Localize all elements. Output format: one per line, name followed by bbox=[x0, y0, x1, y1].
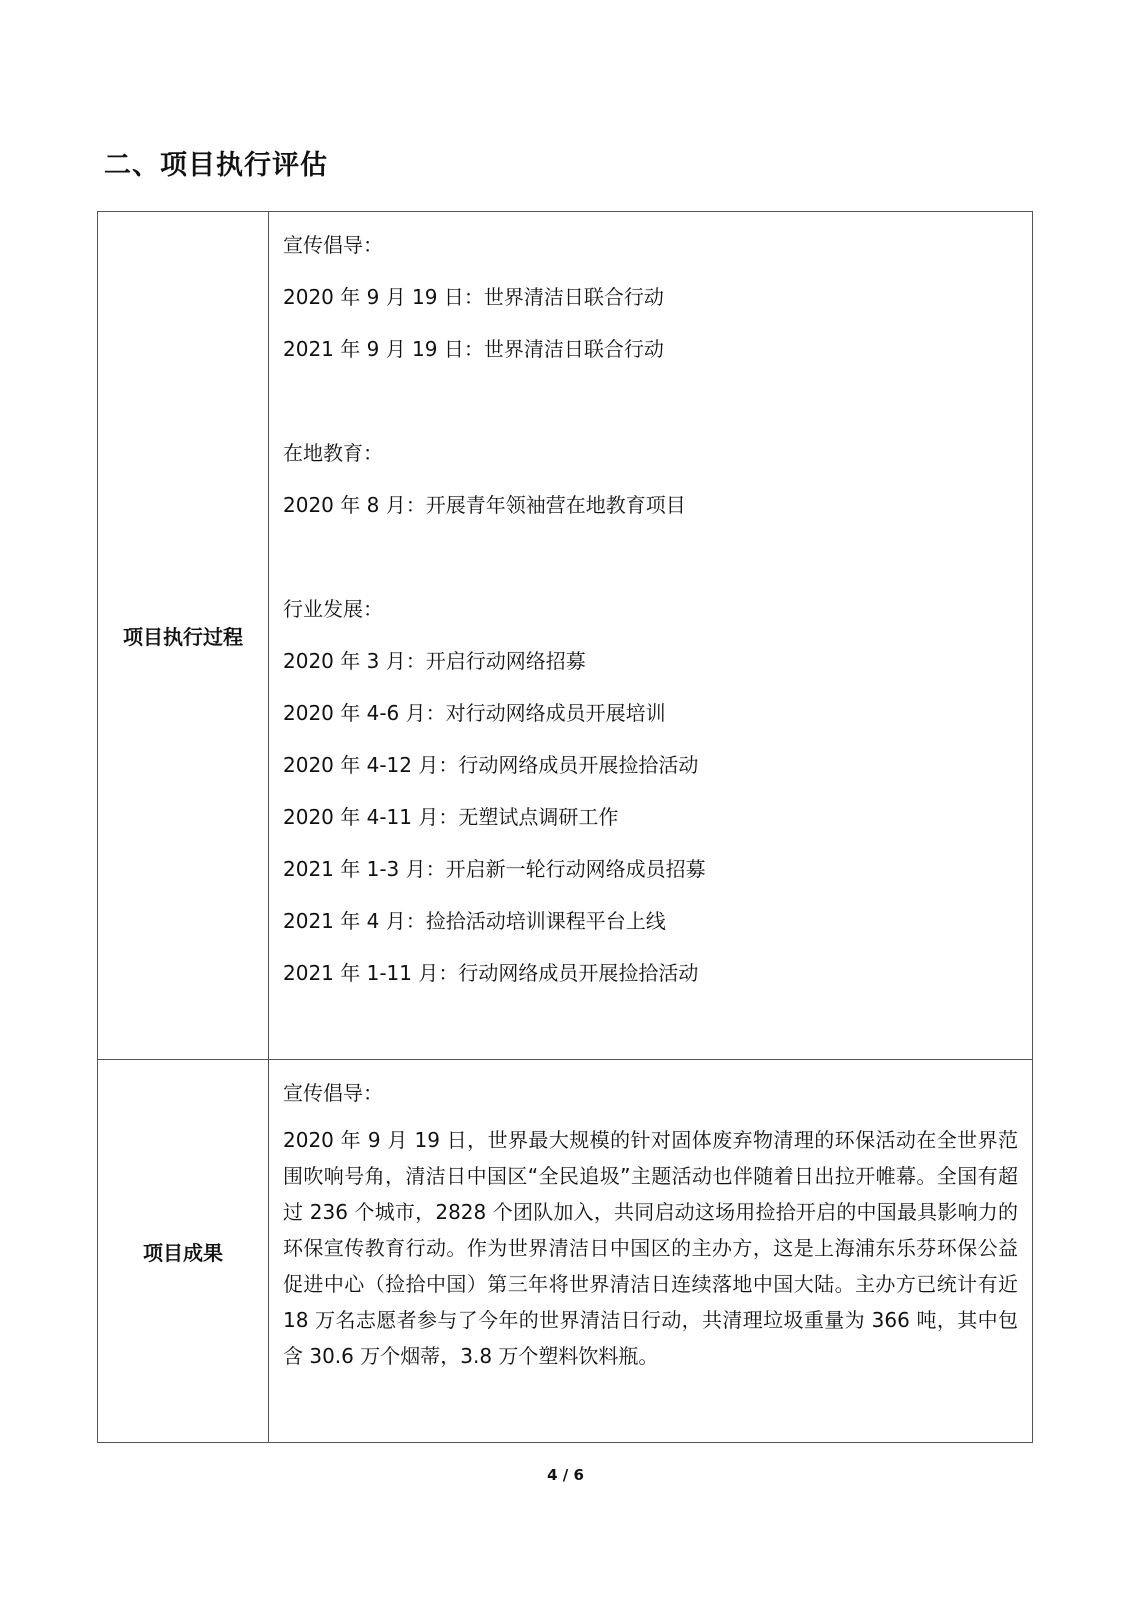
list-item: 2021 年 4 月：捡拾活动培训课程平台上线 bbox=[283, 909, 666, 933]
evaluation-table bbox=[97, 211, 1033, 1443]
list-item: 2020 年 9 月 19 日：世界清洁日联合行动 bbox=[283, 285, 664, 309]
list-item: 2021 年 1-3 月：开启新一轮行动网络成员招募 bbox=[283, 857, 706, 881]
table-row-result bbox=[98, 1060, 1033, 1443]
section-title: 二、项目执行评估 bbox=[104, 150, 328, 181]
result-heading: 宣传倡导： bbox=[283, 1081, 383, 1105]
group-heading: 宣传倡导： bbox=[283, 233, 383, 257]
group-heading: 在地教育： bbox=[283, 441, 383, 465]
list-item: 2020 年 4-12 月：行动网络成员开展捡拾活动 bbox=[283, 753, 699, 777]
group-local-education bbox=[283, 440, 1018, 518]
list-item: 2020 年 4-11 月：无塑试点调研工作 bbox=[283, 805, 619, 829]
table-row-process bbox=[98, 212, 1033, 1060]
list-item: 2021 年 9 月 19 日：世界清洁日联合行动 bbox=[283, 337, 664, 361]
result-content bbox=[269, 1060, 1033, 1443]
result-paragraph: 2020 年 9 月 19 日，世界最大规模的针对固体废弃物清理的环保活动在全世界范围吹响号角，清洁日中国区“全民追圾”主题活动也伴随着日出拉开帷幕。全国有超过 236 个城市，2828 个团队加入，共同启动这场用捡拾开启的中国最具影响力的环保宣传教育行动。作为世界清洁日中国区的主办方，这是上海浦东乐芬环保公益促进中心（捡拾中国）第三年将世界清洁日连续落地中国大陆。主办方已统计有近 18 万名志愿者参与了今年的世界清洁日行动，共清理垃圾重量为 366 吨，其中包含 30.6 万个烟蒂，3.8 万个塑料饮料瓶。 bbox=[283, 1128, 1018, 1368]
result-label: 项目成果 bbox=[98, 1060, 269, 1443]
page-number: 4 / 6 bbox=[547, 1466, 584, 1484]
group-industry-development bbox=[283, 596, 1018, 986]
process-label: 项目执行过程 bbox=[98, 212, 269, 1060]
list-item: 2021 年 1-11 月：行动网络成员开展捡拾活动 bbox=[283, 961, 699, 985]
list-item: 2020 年 8 月：开展青年领袖营在地教育项目 bbox=[283, 493, 686, 517]
process-content bbox=[269, 212, 1033, 1060]
list-item: 2020 年 4-6 月：对行动网络成员开展培训 bbox=[283, 701, 666, 725]
group-publicity bbox=[283, 232, 1018, 362]
list-item: 2020 年 3 月：开启行动网络招募 bbox=[283, 649, 586, 673]
group-heading: 行业发展： bbox=[283, 597, 383, 621]
